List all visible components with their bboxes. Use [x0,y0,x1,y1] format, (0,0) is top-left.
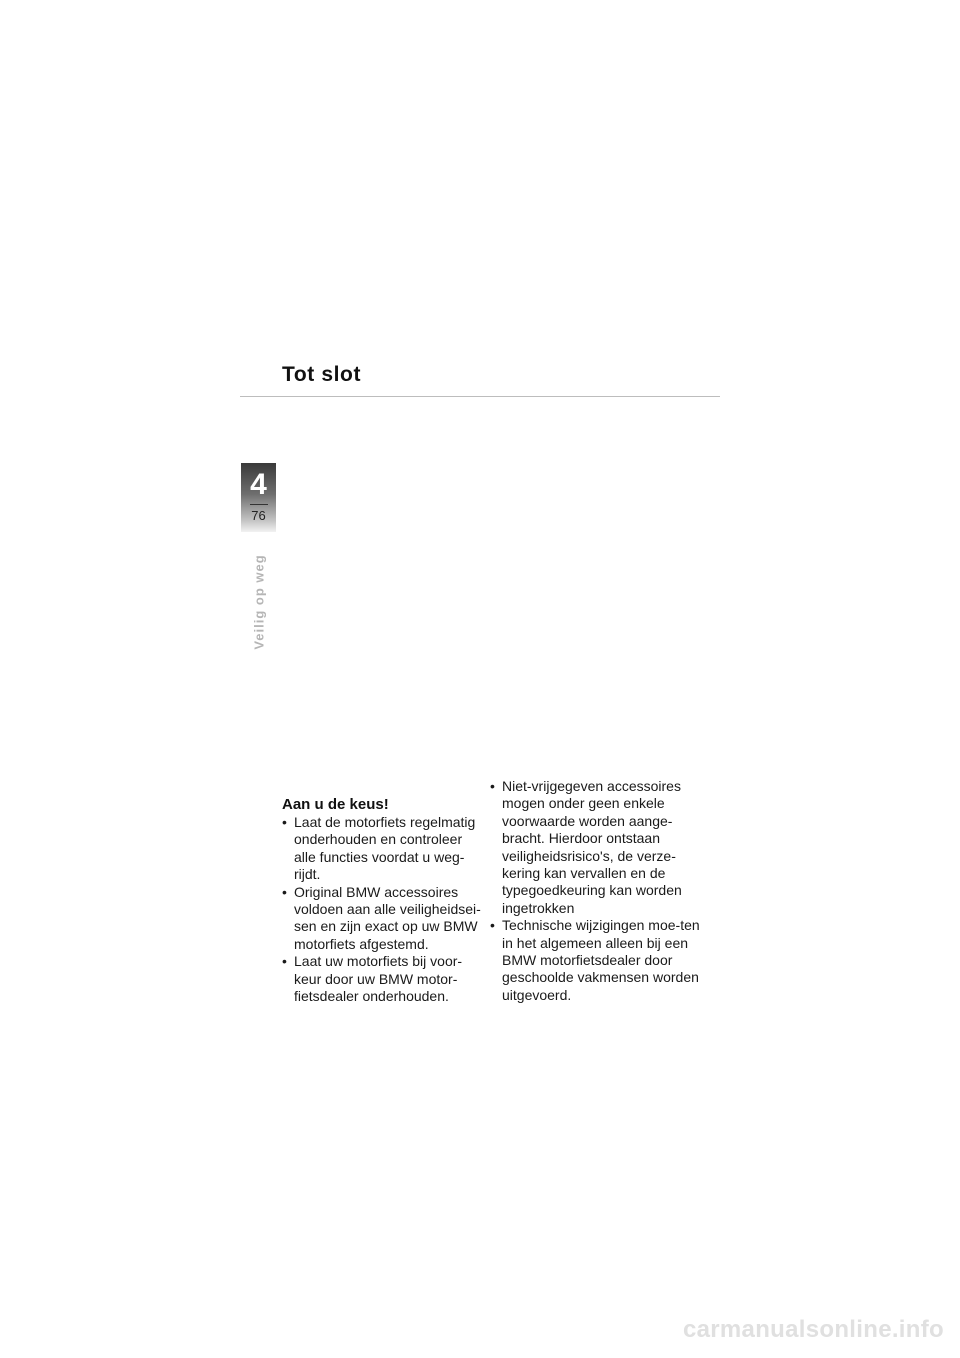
bullet-icon: • [490,778,495,794]
list-item-text: Niet-vrijgegeven accessoires mogen onder geen enkele voorwaarde worden aange-bracht. Hierdoor ontstaan veiligheidsrisico's, de verze-kering kan vervallen en de typegoedkeuring kan worden ingetrokken [502,778,682,916]
left-bullet-list [282,814,487,1005]
list-item [282,953,487,1005]
page-number: 76 [251,508,266,523]
section-heading: Aan u de keus! [282,796,389,813]
list-item-text: Technische wijzigingen moe-ten in het algemeen alleen bij een BMW motorfietsdealer door geschoolde vakmensen worden uitgevoerd. [502,917,700,1003]
right-column [490,778,700,1004]
bullet-icon: • [282,953,287,970]
chapter-divider [250,504,268,505]
section-side-label: Veilig op weg [251,554,267,650]
title-divider [240,396,720,397]
right-bullet-list [490,778,700,1004]
bullet-icon: • [282,883,287,900]
list-item [490,917,700,1004]
list-item-text: Original BMW accessoires voldoen aan alle veiligheidsei-sen en zijn exact op uw BMW motorfiets afgestemd. [294,883,481,952]
list-item [282,814,487,884]
page-title: Tot slot [282,363,362,386]
bullet-icon: • [282,814,287,830]
list-item-text: Laat de motorfiets regelmatig onderhouden en controleer alle functies voordat u weg-rijdt. [294,814,476,883]
bullet-icon: • [490,917,495,934]
list-item [490,778,700,917]
chapter-tab [241,463,276,532]
list-item-text: Laat uw motorfiets bij voor-keur door uw BMW motor-fietsdealer onderhouden. [294,953,463,1005]
left-column [282,796,487,1005]
chapter-number: 4 [250,468,267,501]
watermark: carmanualsonline.info [682,1316,944,1343]
list-item [282,884,487,954]
